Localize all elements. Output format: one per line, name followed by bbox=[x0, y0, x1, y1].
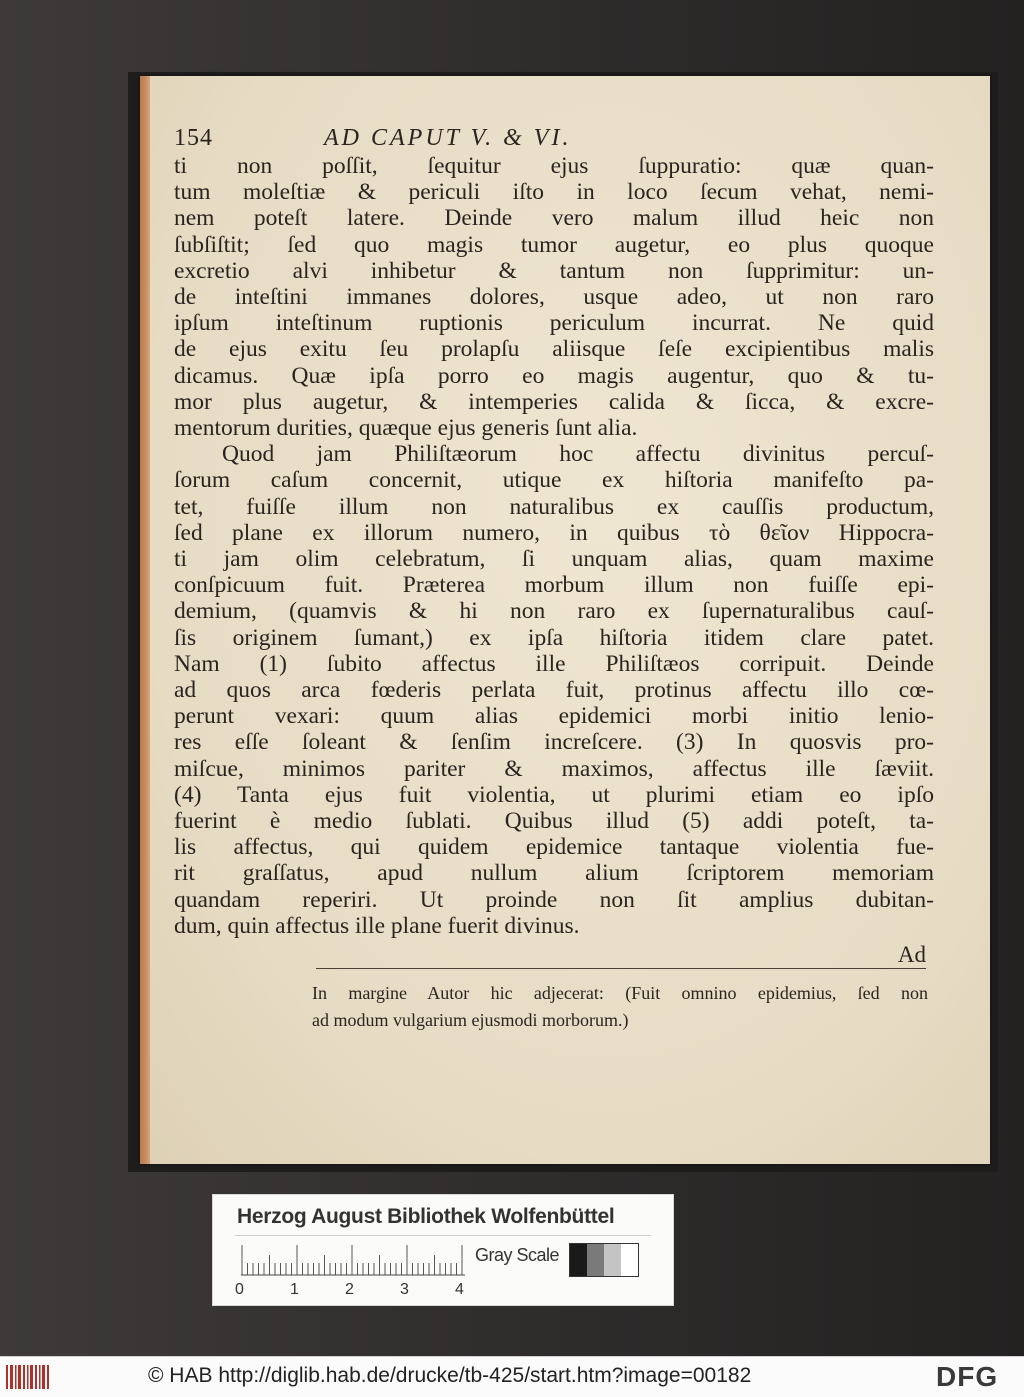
text-line: ſed plane ex illorum numero, in quibus τὸ θεῖον Hippocra- bbox=[174, 519, 934, 546]
text-line: ti non poſſit, ſequitur ejus ſuppuratio: quæ quan- bbox=[174, 153, 934, 179]
library-color-card bbox=[212, 1194, 674, 1306]
text-line: nem poteſt latere. Deinde vero malum illud heic non bbox=[174, 205, 934, 232]
swatch-black bbox=[570, 1244, 587, 1276]
text-line: ſorum caſum concernit, utique ex hiſtoria manifeſto pa- bbox=[174, 467, 934, 494]
swatch-light-gray bbox=[604, 1244, 621, 1276]
footnote-rule bbox=[316, 968, 926, 969]
text-line: miſcue, minimos pariter & maximos, affectus ille ſæviit. bbox=[174, 755, 934, 782]
text-line: dum, quin affectus ille plane fuerit divinus. bbox=[174, 912, 580, 939]
text-line: quandam reperiri. Ut proinde non ſit amplius dubitan- bbox=[174, 886, 934, 913]
catchword: Ad bbox=[897, 942, 926, 967]
text-line: demium, (quamvis & hi non raro ex ſupernaturalibus cauſ- bbox=[174, 598, 934, 625]
page-header bbox=[174, 125, 934, 153]
footnote-line: ad modum vulgarium ejusmodi morborum.) bbox=[312, 1010, 629, 1030]
text-line: ipſum inteſtinum ruptionis periculum incurrat. Ne quid bbox=[174, 310, 934, 337]
gray-scale-label: Gray Scale bbox=[475, 1245, 560, 1265]
footnote bbox=[312, 980, 928, 1034]
barcode-icon bbox=[6, 1365, 50, 1389]
text-line: excretio alvi inhibetur & tantum non ſupprimitur: un- bbox=[174, 257, 934, 284]
ruler-number: 4 bbox=[455, 1281, 464, 1298]
text-line: de ejus exitu ſeu prolapſu aliisque ſeſe excipientibus malis bbox=[174, 336, 934, 363]
text-line: Quod jam Philiſtæorum hoc affectu divinitus percuſ- bbox=[222, 441, 934, 468]
ruler-number: 1 bbox=[290, 1281, 299, 1298]
text-line: ad quos arca fœderis perlata fuit, protinus affectu illo cœ- bbox=[174, 677, 934, 704]
text-line: perunt vexari: quum alias epidemici morbi initio lenio- bbox=[174, 703, 934, 730]
ruler-scale bbox=[241, 1243, 471, 1277]
swatch-white bbox=[621, 1244, 638, 1276]
card-divider bbox=[235, 1235, 651, 1236]
text-line: res eſſe ſoleant & ſenſim increſcere. (3) In quosvis pro- bbox=[174, 729, 934, 756]
text-line: Nam (1) ſubito affectus ille Philiſtæos corripuit. Deinde bbox=[174, 650, 934, 677]
text-line: conſpicuum fuit. Præterea morbum illum non fuiſſe epi- bbox=[174, 572, 934, 599]
footer-bar bbox=[0, 1356, 1024, 1397]
footnote-line: In margine Autor hic adjecerat: (Fuit omnino epidemius, ſed non bbox=[312, 983, 928, 1003]
gray-scale-swatches bbox=[569, 1243, 639, 1277]
running-head: AD CAPUT V. & VI. bbox=[324, 125, 572, 151]
text-line: rit graſſatus, apud nullum alium ſcriptorem memoriam bbox=[174, 860, 934, 887]
text-line: ſis originem ſumant,) ex ipſa hiſtoria itidem clare patet. bbox=[174, 624, 934, 651]
text-line: ti jam olim celebratum, ſi unquam alias, quam maxime bbox=[174, 546, 934, 573]
dfg-logo: DFG bbox=[936, 1361, 999, 1392]
text-line: fuerint è medio ſublati. Quibus illud (5) addi poteſt, ta- bbox=[174, 808, 934, 835]
copyright-link[interactable]: © HAB http://diglib.hab.de/drucke/tb-425/start.htm?image=00182 bbox=[148, 1364, 752, 1387]
text-line: mor plus augetur, & intemperies calida & ſicca, & excre- bbox=[174, 388, 934, 415]
text-line: (4) Tanta ejus fuit violentia, ut plurimi etiam eo ipſo bbox=[174, 781, 934, 808]
body-text bbox=[174, 153, 934, 939]
page-edge bbox=[140, 76, 150, 1164]
text-line: tet, fuiſſe illum non naturalibus ex cauſſis productum, bbox=[174, 493, 934, 520]
text-line: lis affectus, qui quidem epidemice tantaque violentia fue- bbox=[174, 834, 934, 861]
text-line: ſubſiſtit; ſed quo magis tumor augetur, eo plus quoque bbox=[174, 231, 934, 258]
library-name: Herzog August Bibliothek Wolfenbüttel bbox=[237, 1205, 615, 1228]
ruler-number: 3 bbox=[400, 1281, 409, 1298]
text-line: de inteſtini immanes dolores, usque adeo, ut non raro bbox=[174, 284, 934, 311]
ruler-number: 0 bbox=[235, 1281, 244, 1298]
swatch-dark-gray bbox=[587, 1244, 604, 1276]
ruler-number: 2 bbox=[345, 1281, 354, 1298]
text-line: mentorum durities, quæque ejus generis ſunt alia. bbox=[174, 415, 638, 442]
text-line: dicamus. Quæ ipſa porro eo magis augentur, quo & tu- bbox=[174, 362, 934, 389]
page-text bbox=[174, 125, 934, 939]
text-line: tum moleſtiæ & periculi iſto in loco ſecum vehat, nemi- bbox=[174, 179, 934, 206]
page-number: 154 bbox=[174, 125, 213, 151]
